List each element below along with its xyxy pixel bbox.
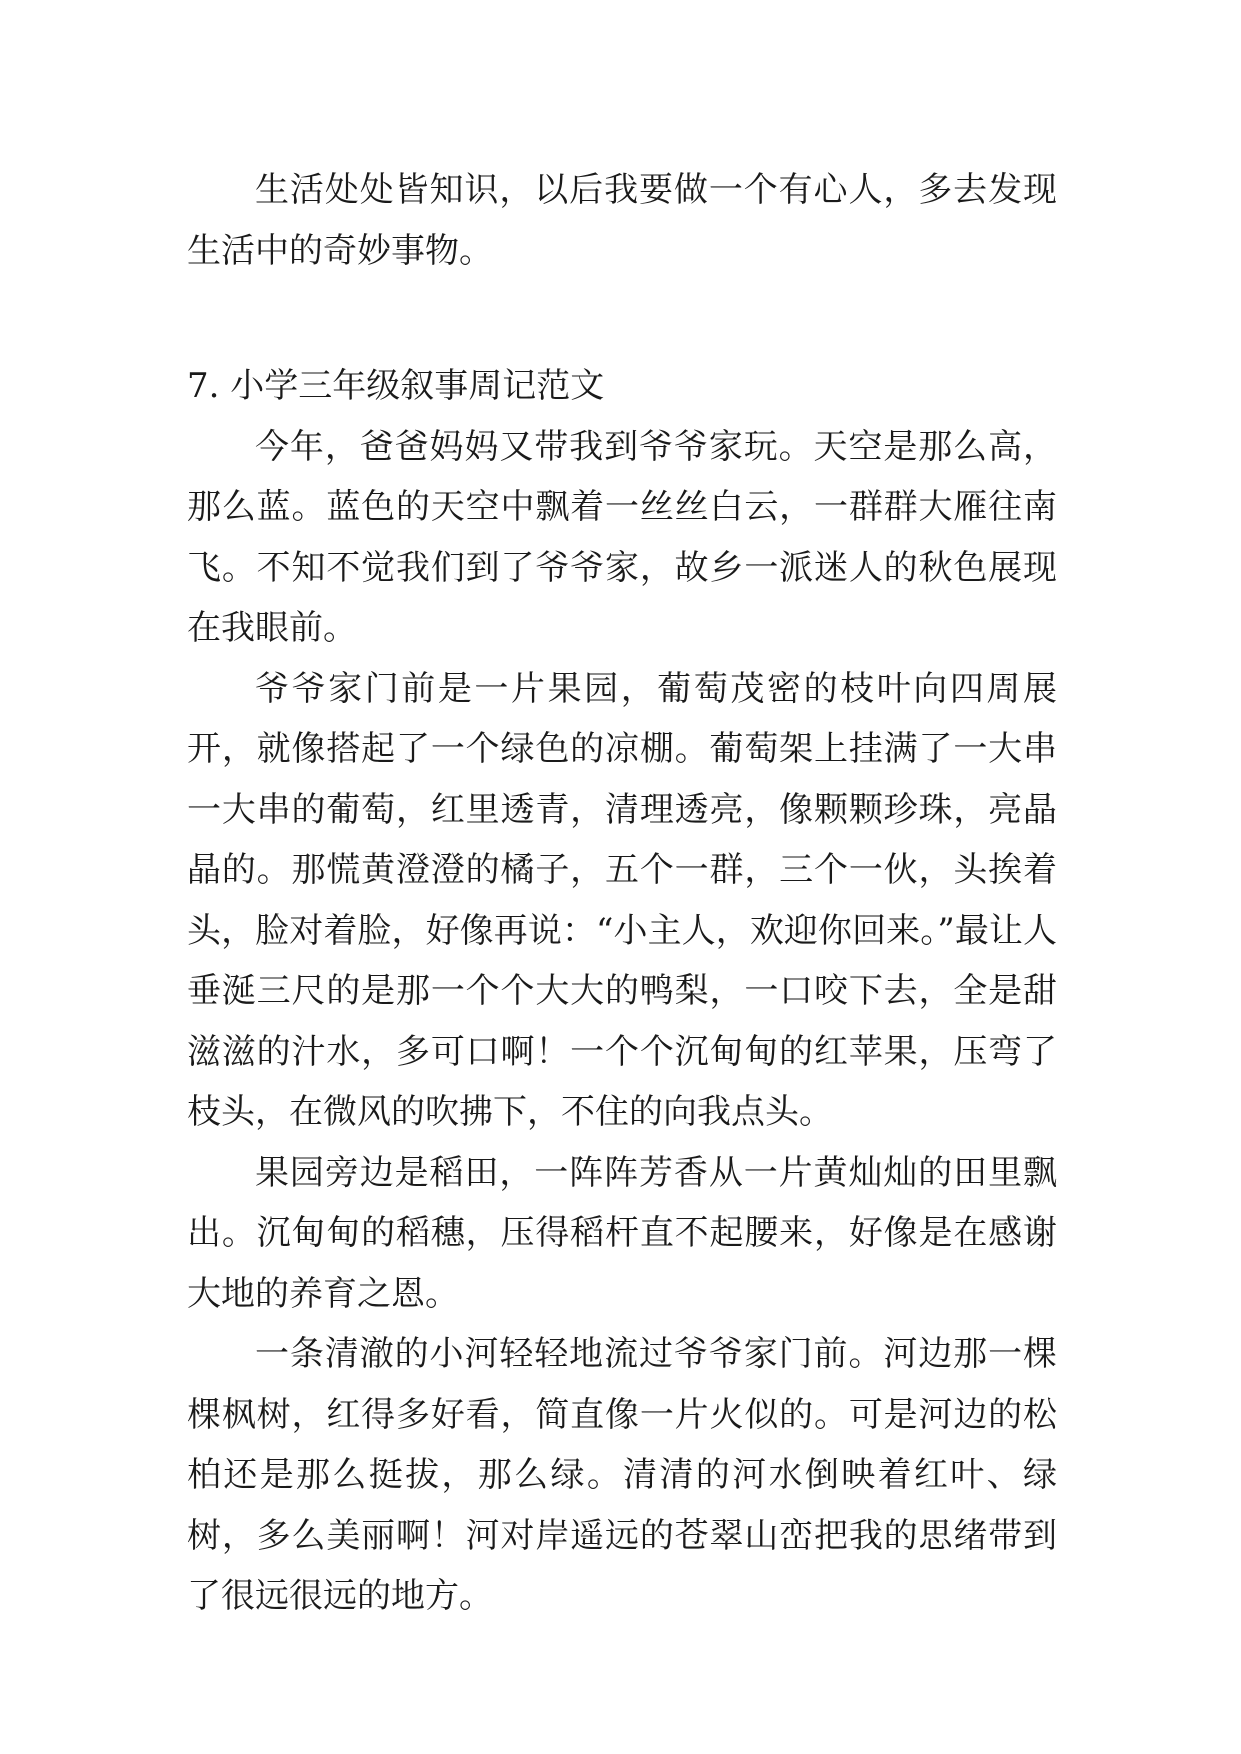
- document-body: [187, 160, 1057, 1627]
- intro-paragraph: 生活处处皆知识，以后我要做一个有心人，多去发现生活中的奇妙事物。: [187, 170, 1057, 271]
- section-gap: [187, 281, 1057, 356]
- paragraph-1: 今年，爸爸妈妈又带我到爷爷家玩。天空是那么高，那么蓝。蓝色的天空中飘着一丝丝白云，一群群大雁往南飞。不知不觉我们到了爷爷家，故乡一派迷人的秋色展现在我眼前。: [187, 426, 1057, 648]
- paragraph-3: 果园旁边是稻田，一阵阵芳香从一片黄灿灿的田里飘出。沉甸甸的稻穗，压得稻杆直不起腰来，好像是在感谢大地的养育之恩。: [187, 1152, 1057, 1314]
- section-heading: 7. 小学三年级叙事周记范文: [187, 366, 605, 406]
- paragraph-4: 一条清澈的小河轻轻地流过爷爷家门前。河边那一棵棵枫树，红得多好看，简直像一片火似的。可是河边的松柏还是那么挺拔，那么绿。清清的河水倒映着红叶、绿树，多么美丽啊！河对岸遥远的苍翠山峦把我的思绪带到了很远很远的地方。: [187, 1334, 1057, 1616]
- paragraph-2: 爷爷家门前是一片果园，葡萄茂密的枝叶向四周展开，就像搭起了一个绿色的凉棚。葡萄架上挂满了一大串一大串的葡萄，红里透青，清理透亮，像颗颗珍珠，亮晶晶的。那慌黄澄澄的橘子，五个一群，三个一伙，头挨着头，脸对着脸，好像再说：“小主人，欢迎你回来。”最让人垂涎三尺的是那一个个大大的鸭梨，一口咬下去，全是甜滋滋的汁水，多可口啊！一个个沉甸甸的红苹果，压弯了枝头，在微风的吹拂下，不住的向我点头。: [187, 668, 1057, 1132]
